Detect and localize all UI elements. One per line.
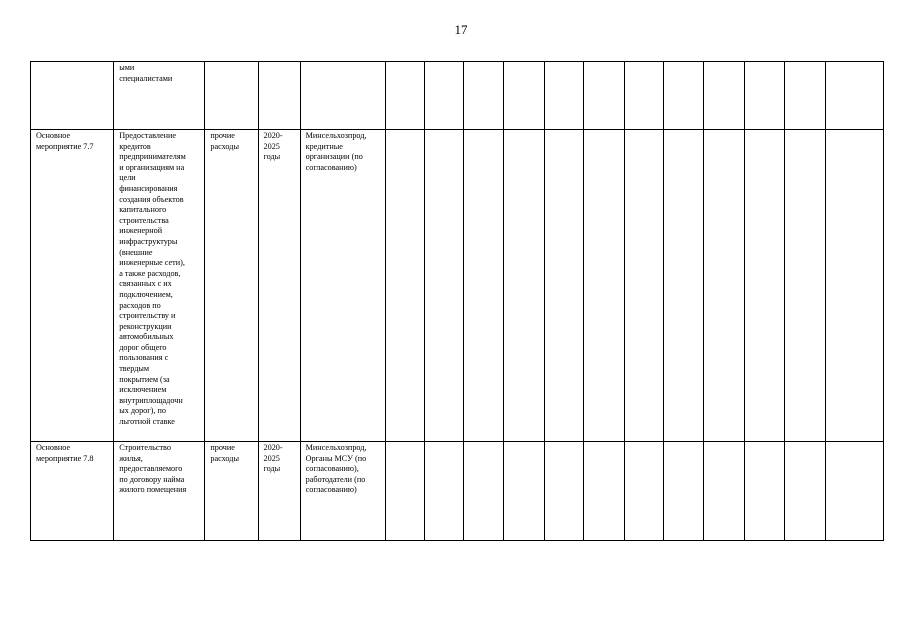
value-cell bbox=[744, 442, 784, 541]
description-cell bbox=[114, 130, 205, 442]
value-cell bbox=[704, 62, 744, 130]
executor: Минсельхозпрод, Органы МСУ (по согласованию), работодатели (по согласованию) bbox=[305, 443, 367, 495]
value-cell bbox=[625, 62, 664, 130]
executor: Минсельхозпрод, кредитные организации (по согласованию) bbox=[305, 131, 367, 172]
value-cell bbox=[545, 442, 584, 541]
table-row bbox=[31, 130, 884, 442]
value-cell bbox=[584, 130, 625, 442]
value-cell bbox=[625, 442, 664, 541]
value-cell bbox=[545, 130, 584, 442]
description-cell bbox=[114, 62, 205, 130]
value-cell bbox=[625, 130, 664, 442]
expense-type: прочие расходы bbox=[210, 443, 239, 463]
value-cell bbox=[744, 130, 784, 442]
period-cell bbox=[258, 62, 300, 130]
page-number: 17 bbox=[454, 22, 468, 37]
expense-type-cell bbox=[205, 442, 258, 541]
expense-type: прочие расходы bbox=[210, 131, 239, 151]
value-cell bbox=[664, 442, 704, 541]
value-cell bbox=[664, 130, 704, 442]
value-cell bbox=[463, 130, 503, 442]
value-cell bbox=[704, 130, 744, 442]
value-cell bbox=[424, 62, 463, 130]
activity-description: Строительство жилья, предоставляемого по договору найма жилого помещения bbox=[119, 443, 187, 495]
value-cell bbox=[704, 442, 744, 541]
value-cell bbox=[504, 62, 545, 130]
table-row bbox=[31, 442, 884, 541]
value-cell bbox=[424, 130, 463, 442]
value-cell bbox=[584, 442, 625, 541]
executor-cell bbox=[300, 130, 385, 442]
executor-cell bbox=[300, 62, 385, 130]
program-table bbox=[30, 61, 884, 541]
expense-type-cell bbox=[205, 62, 258, 130]
value-cell bbox=[424, 442, 463, 541]
table-row bbox=[31, 62, 884, 130]
activity-name-cell bbox=[31, 442, 114, 541]
value-cell bbox=[504, 442, 545, 541]
value-cell bbox=[545, 62, 584, 130]
value-cell bbox=[385, 62, 424, 130]
activity-name: Основное мероприятие 7.7 bbox=[36, 131, 94, 151]
value-cell bbox=[744, 62, 784, 130]
executor-cell bbox=[300, 442, 385, 541]
value-cell bbox=[385, 442, 424, 541]
value-cell bbox=[664, 62, 704, 130]
activity-name: Основное мероприятие 7.8 bbox=[36, 443, 94, 463]
value-cell bbox=[825, 62, 883, 130]
value-cell bbox=[463, 442, 503, 541]
value-cell bbox=[784, 130, 825, 442]
description-cell bbox=[114, 442, 205, 541]
value-cell bbox=[463, 62, 503, 130]
value-cell bbox=[825, 130, 883, 442]
activity-name-cell bbox=[31, 130, 114, 442]
period: 2020- 2025 годы bbox=[263, 443, 283, 474]
value-cell bbox=[584, 62, 625, 130]
activity-name-cell bbox=[31, 62, 114, 130]
expense-type-cell bbox=[205, 130, 258, 442]
value-cell bbox=[504, 130, 545, 442]
value-cell bbox=[385, 130, 424, 442]
activity-description: ыми специалистами bbox=[119, 63, 173, 83]
activity-description: Предоставление кредитов предпринимателям и организациям на цели финансирования создания объектов капитального строительства инженерной инфраструктуры (внешние инженерные сети), а также расходов, связанных с их подключением, расходов по строительству и реконструкции автомобильных дорог общего пользования с твердым покрытием (за исключением внутриплощадочн ых дорог), по льготной ставке bbox=[119, 131, 186, 427]
value-cell bbox=[784, 442, 825, 541]
period-cell bbox=[258, 442, 300, 541]
period-cell bbox=[258, 130, 300, 442]
value-cell bbox=[784, 62, 825, 130]
value-cell bbox=[825, 442, 883, 541]
period: 2020- 2025 годы bbox=[263, 131, 283, 162]
